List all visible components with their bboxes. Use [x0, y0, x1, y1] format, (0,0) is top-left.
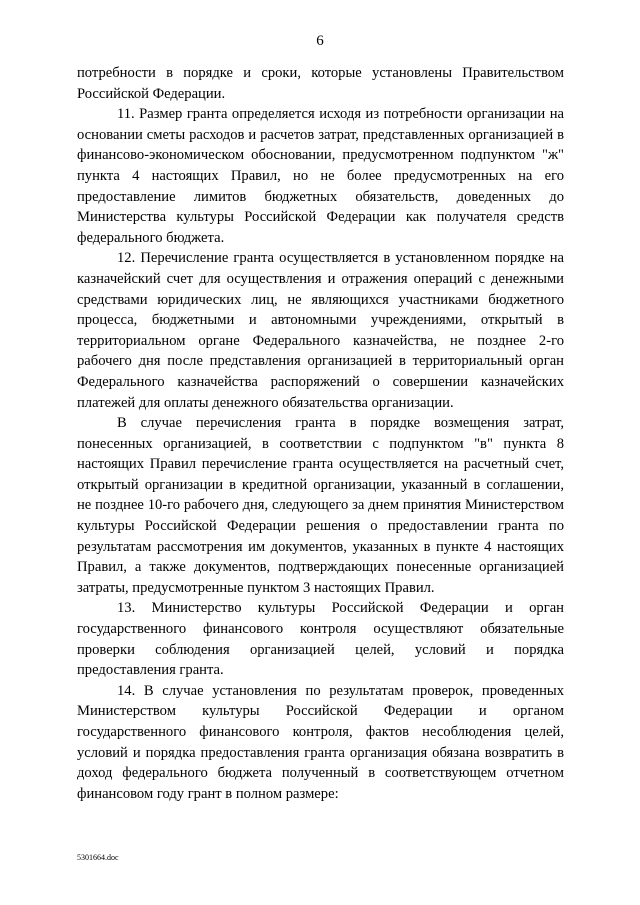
paragraph-13: 13. Министерство культуры Российской Федерации и орган государственного финансового контроля осуществляют обязательные проверки соблюдения организацией целей, условий и порядка предоставления гранта.: [77, 600, 564, 679]
paragraph-continuation: потребности в порядке и сроки, которые установлены Правительством Российской Федерации.: [77, 65, 564, 102]
paragraph-12: 12. Перечисление гранта осуществляется в установленном порядке на казначейский счет для осуществления и отражения операций с денежными средствами юридических лиц, не являющихся участниками бюджетного процесса, бюджетными и автономными учреждениями, открытый в территориальном органе Федерального казначейства, не позднее 2-го рабочего дня после представления организацией в территориальный орган Федерального казначейства распоряжений о совершении казначейских платежей для оплаты денежного обязательства организации.: [77, 250, 564, 411]
paragraph-14: 14. В случае установления по результатам проверок, проведенных Министерством культуры Российской Федерации и органом государственного финансового контроля, фактов несоблюдения целей, условий и порядка предоставления гранта организация обязана возвратить в доход федерального бюджета полученный в соответствующем отчетном финансовом году грант в полном размере:: [77, 682, 564, 802]
footer-filename: 5301664.doc: [77, 853, 119, 862]
paragraph-11: 11. Размер гранта определяется исходя из потребности организации на основании сметы расходов и расчетов затрат, представленных организацией в финансово-экономическом обосновании, предусмотренном подпунктом "ж" пункта 4 настоящих Правил, но не более предусмотренных на его предоставление лимитов бюджетных обязательств, доведенных до Министерства культуры Российской Федерации как получателя средств федерального бюджета.: [77, 106, 564, 246]
document-body: [77, 63, 564, 804]
page-number: 6: [316, 33, 324, 49]
paragraph-12-reimbursement: В случае перечисления гранта в порядке возмещения затрат, понесенных организацией, в соответствии с подпунктом "в" пункта 8 настоящих Правил перечисление гранта осуществляется на расчетный счет, открытый организации в кредитной организации, указанный в соглашении, не позднее 10-го рабочего дня, следующего за днем принятия Министерством культуры Российской Федерации решения о предоставлении гранта по результатам рассмотрения им документов, указанных в пункте 4 настоящих Правил, а также документов, подтверждающих понесенные организацией затраты, предусмотренные пунктом 3 настоящих Правил.: [77, 415, 564, 596]
